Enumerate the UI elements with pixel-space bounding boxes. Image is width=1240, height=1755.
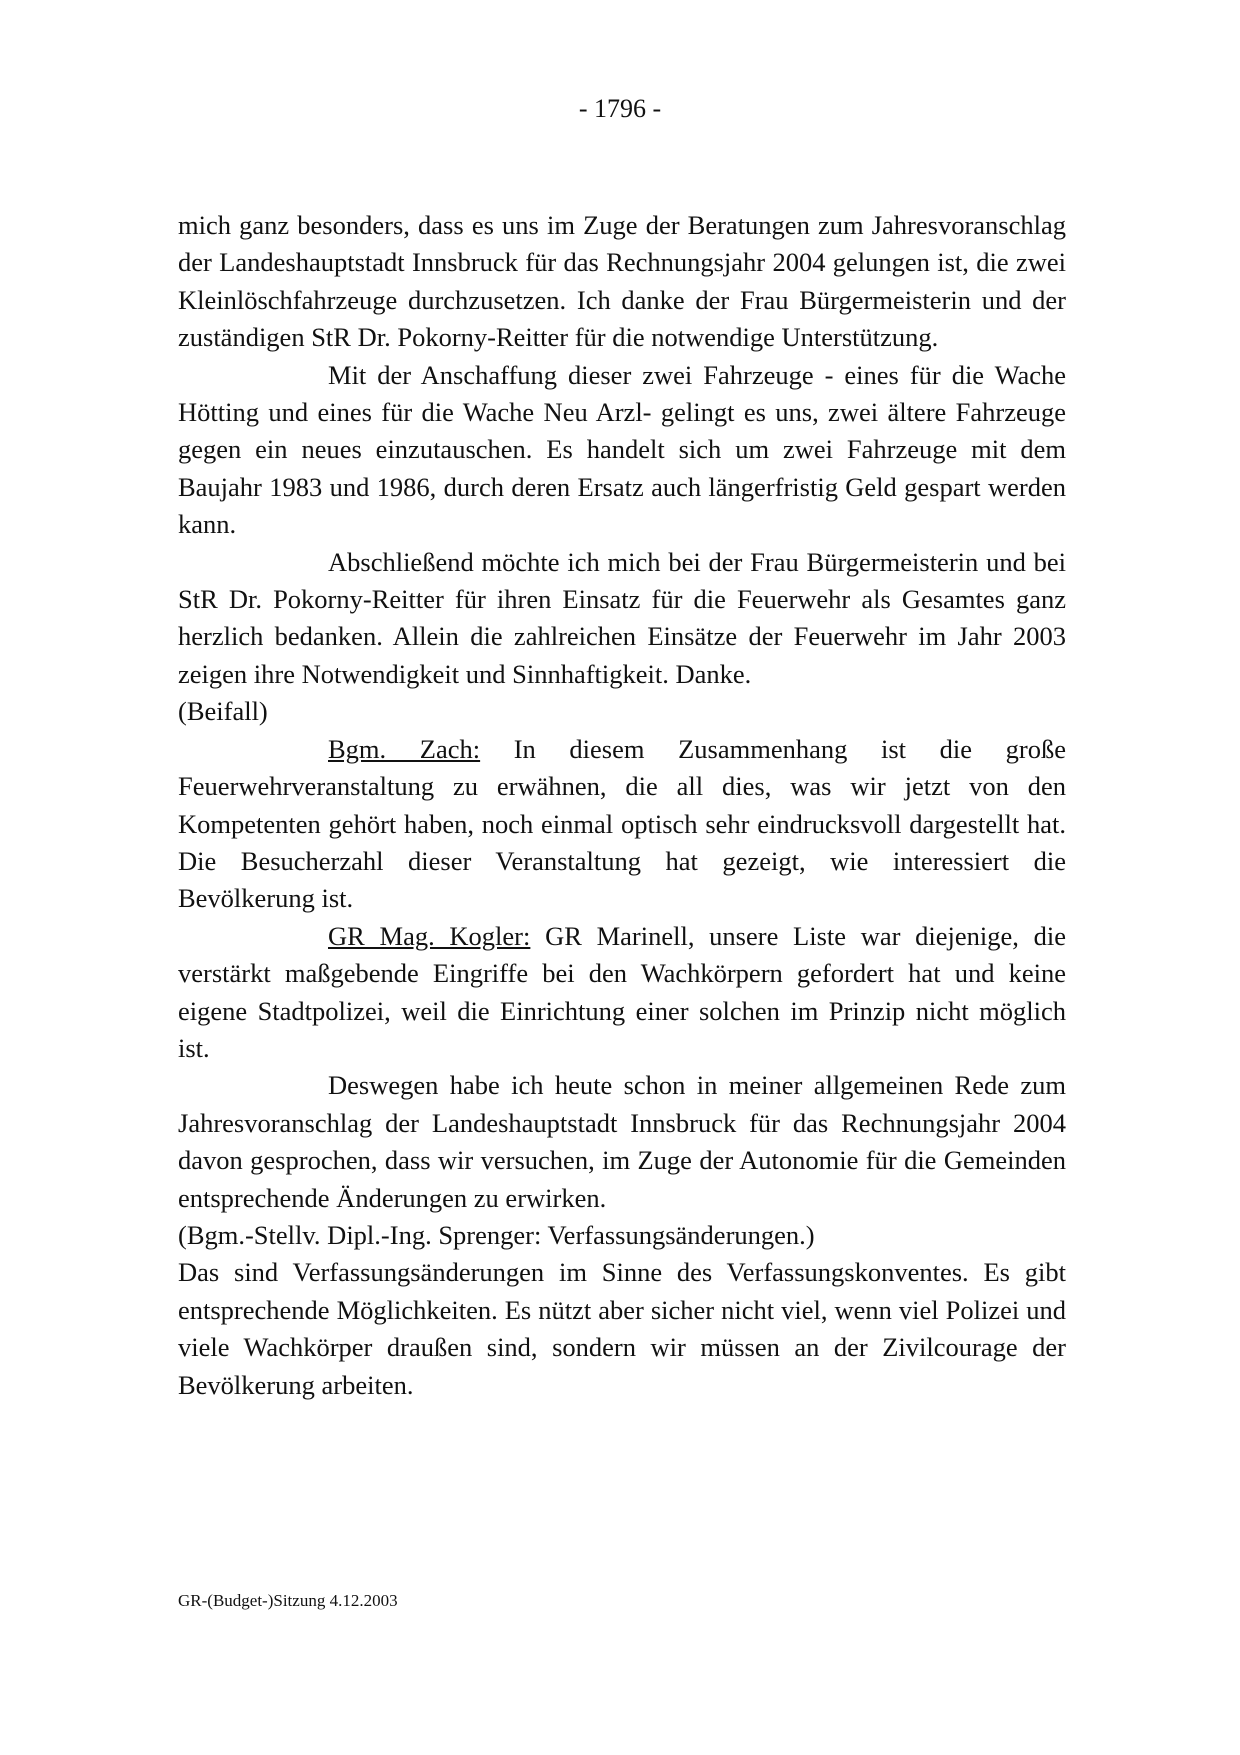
document-body (178, 207, 1066, 1404)
paragraph-thanks: Abschließend möchte ich mich bei der Frau Bürgermeisterin und bei StR Dr. Pokorny-Reitter für ihren Einsatz für die Feuerwehr als Gesamtes ganz herzlich bedanken. Allein die zahlreichen Einsätze der Feuerwehr im Jahr 2003 zeigen ihre Notwendigkeit und Sinnhaftigkeit. Danke. (178, 546, 1066, 689)
speech-text: GR Marinell, unsere Liste war diejenige, die verstärkt maßgebende Eingriffe bei den Wachkörpern gefordert hat und keine eigene Stadtpolizei, weil die Einrichtung einer solchen im Prinzip nicht möglich ist. (178, 920, 1066, 1063)
paragraph-autonomy: Deswegen habe ich heute schon in meiner allgemeinen Rede zum Jahresvoranschlag der Landeshauptstadt Innsbruck für das Rechnungsjahr 2004 davon gesprochen, dass wir versuchen, im Zuge der Autonomie für die Gemeinden entsprechende Änderungen zu erwirken. (178, 1070, 1066, 1213)
paragraph-gr-kogler (178, 918, 1066, 1068)
paragraph-continuation: mich ganz besonders, dass es uns im Zuge der Beratungen zum Jahresvoranschlag der Landeshauptstadt Innsbruck für das Rechnungsjahr 2004 gelungen ist, die zwei Kleinlöschfahrzeuge durchzusetzen. Ich danke der Frau Bürgermeisterin und der zuständigen StR Dr. Pokorny-Reitter für die notwendige Unterstützung. (178, 210, 1066, 353)
page-footer: GR-(Budget-)Sitzung 4.12.2003 (178, 1591, 398, 1610)
applause-note: (Beifall) (178, 696, 268, 727)
page-number: - 1796 - (578, 94, 662, 123)
speaker-name: Bgm. Zach: (328, 733, 481, 764)
paragraph-bgm-zach (178, 731, 1066, 918)
paragraph-vehicles: Mit der Anschaffung dieser zwei Fahrzeuge - eines für die Wache Hötting und eines für die Wache Neu Arzl- gelingt es uns, zwei ältere Fahrzeuge gegen ein neues einzutauschen. Es handelt sich um zwei Fahrzeuge mit dem Baujahr 1983 und 1986, durch deren Ersatz auch längerfristig Geld gespart werden kann. (178, 359, 1066, 540)
speech-text: In diesem Zusammenhang ist die große Feuerwehrveranstaltung zu erwähnen, die all dies, was wir jetzt von den Kompetenten gehört haben, noch einmal optisch sehr eindrucksvoll dargestellt hat. Die Besucherzahl dieser Veranstaltung hat gezeigt, wie interessiert die Bevölkerung ist. (178, 733, 1066, 914)
speaker-name: GR Mag. Kogler: (328, 920, 531, 951)
paragraph-constitution: Das sind Verfassungsänderungen im Sinne des Verfassungskonventes. Es gibt entsprechende Möglichkeiten. Es nützt aber sicher nicht viel, wenn viel Polizei und viele Wachkörper draußen sind, sondern wir müssen an der Zivilcourage der Bevölkerung arbeiten. (178, 1257, 1066, 1400)
interjection: (Bgm.-Stellv. Dipl.-Ing. Sprenger: Verfassungsänderungen.) (178, 1219, 815, 1250)
